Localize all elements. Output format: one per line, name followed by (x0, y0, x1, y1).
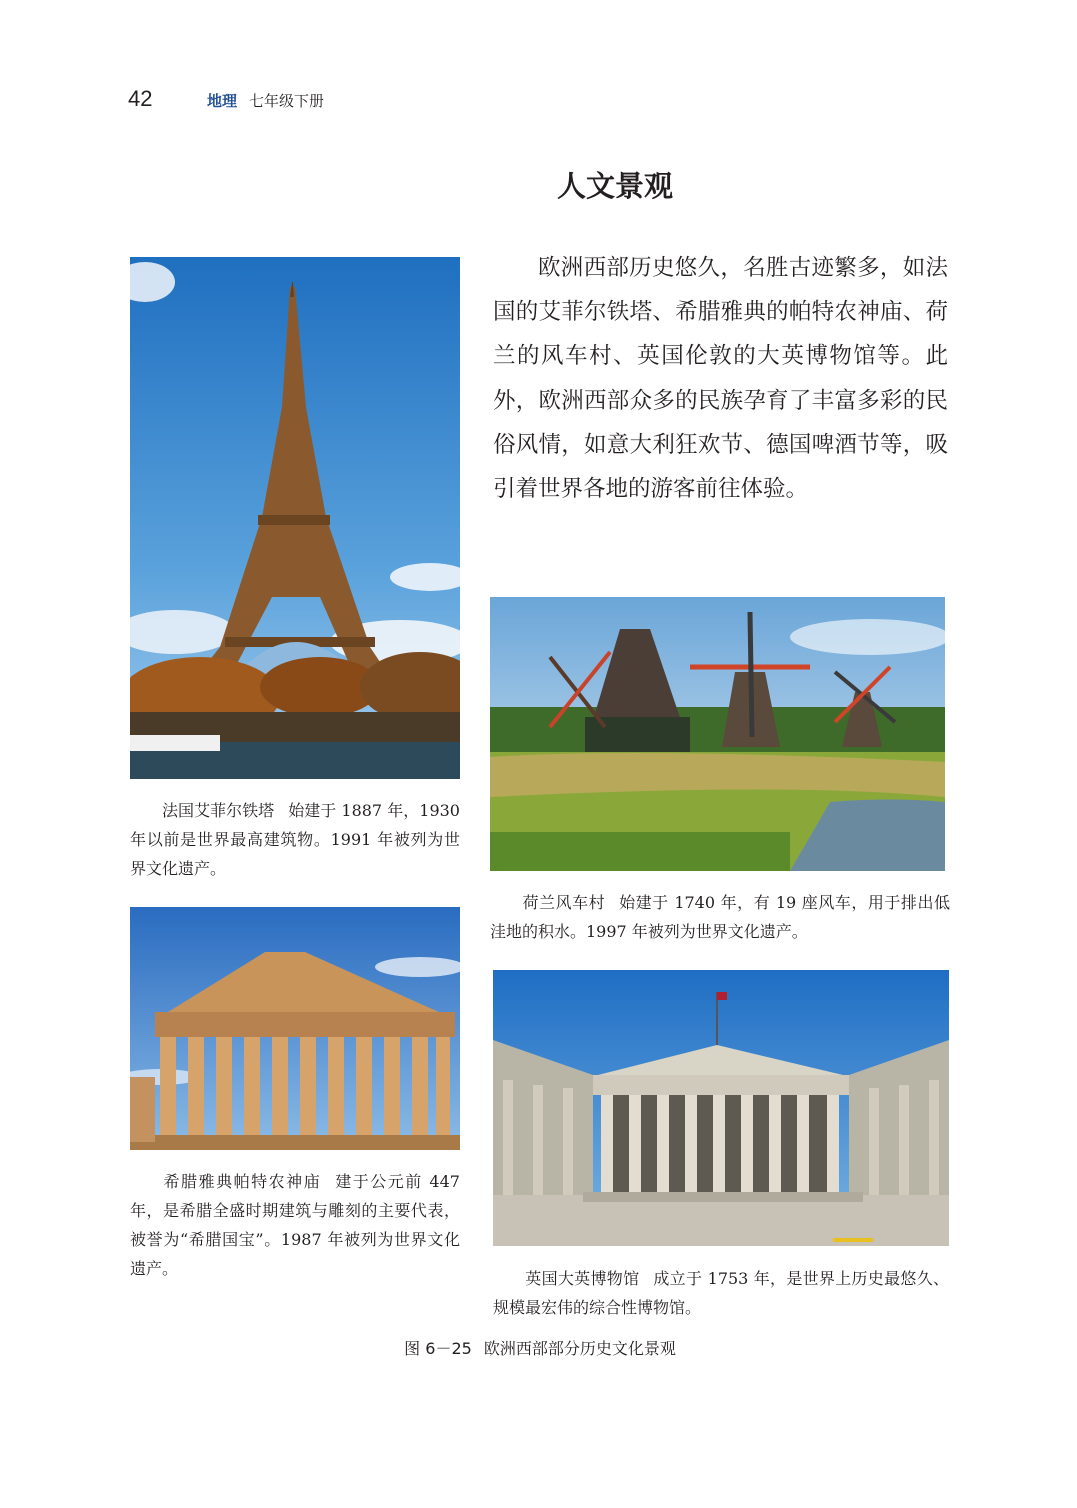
page-number: 42 (128, 86, 153, 111)
parthenon-caption-title: 希腊雅典帕特农神庙 (162, 1172, 322, 1191)
museum-caption-title: 英国大英博物馆 (525, 1269, 640, 1288)
windmill-village-photo (490, 597, 945, 871)
museum-caption (493, 1264, 949, 1322)
body-paragraph: 欧洲西部历史悠久，名胜古迹繁多，如法国的艾菲尔铁塔、希腊雅典的帕特农神庙、荷兰的风车村、英国伦敦的大英博物馆等。此外，欧洲西部众多的民族孕育了丰富多彩的民俗风情，如意大利狂欢节、德国啤酒节等，吸引着世界各地的游客前往体验。 (493, 255, 948, 503)
figure-caption (200, 1336, 880, 1359)
museum-caption-text: 成立于 1753 年，是世界上历史最悠久、规模最宏伟的综合性博物馆。 (493, 1269, 949, 1317)
running-header (207, 90, 324, 111)
eiffel-tower-photo (130, 257, 460, 779)
eiffel-caption-text: 始建于 1887 年，1930 年以前是世界最高建筑物。1991 年被列为世界文化遗产。 (130, 801, 460, 878)
parthenon-caption-text: 建于公元前 447 年，是希腊全盛时期建筑与雕刻的主要代表，被誉为“希腊国宝”。1987 年被列为世界文化遗产。 (130, 1172, 460, 1278)
figure-number: 图 6－25 (404, 1339, 472, 1358)
subject-label: 地理 (207, 92, 238, 110)
figure-title: 欧洲西部部分历史文化景观 (483, 1339, 676, 1358)
book-label: 七年级下册 (249, 92, 325, 110)
windmill-caption-title: 荷兰风车村 (522, 893, 606, 912)
windmill-caption (490, 888, 950, 946)
british-museum-photo (493, 970, 949, 1246)
eiffel-caption-title: 法国艾菲尔铁塔 (162, 801, 275, 820)
section-title: 人文景观 (556, 169, 673, 203)
parthenon-photo (130, 907, 460, 1150)
parthenon-caption (130, 1167, 460, 1283)
eiffel-caption (130, 796, 460, 883)
windmill-caption-text: 始建于 1740 年，有 19 座风车，用于排出低洼地的积水。1997 年被列为世界文化遗产。 (490, 893, 950, 941)
